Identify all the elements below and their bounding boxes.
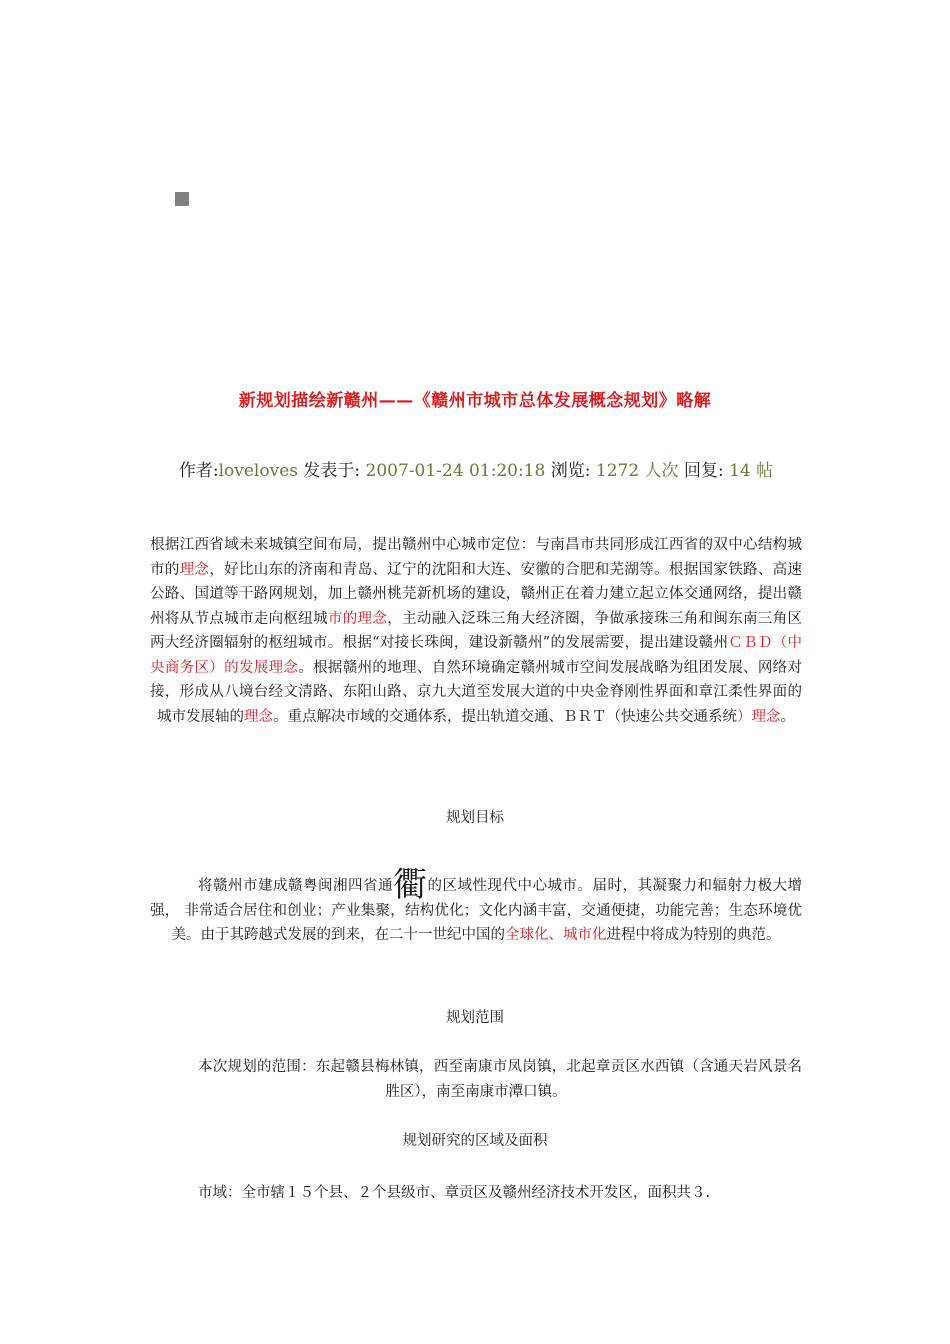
- text-segment: 进程中将成为特别的典范。: [606, 927, 781, 943]
- highlight-text: 理念: [244, 708, 273, 725]
- paragraph-positioning: [150, 533, 802, 729]
- posted-label: 发表于:: [298, 461, 366, 481]
- views-count: 1272 人次: [595, 461, 679, 481]
- author-name: loveloves: [218, 461, 298, 481]
- text-segment: ，主动融入泛珠三角大经济圈，争做承接珠三角和闽东南三角区两大经济圈辐射的枢纽城市。根据“对接长珠闽，建设新赣州”的发展需要，提出建设赣州: [150, 610, 803, 651]
- post-meta: [150, 458, 802, 484]
- text-segment: 。根据赣州的地理、自然环境确定赣州城市空间发展战略为组团发展、网络对接，形成从八境台经文清路、东阳山路、京九大道至发展大道的中央金脊刚性界面和章江柔性界面的城市发展轴的: [150, 659, 803, 725]
- large-character: 衢: [393, 865, 428, 905]
- paragraph-area: 市域：全市辖１５个县、２个县级市、章贡区及赣州经济技术开发区，面积共３.: [198, 1185, 711, 1201]
- text-segment: 的区域性现代中心城市。届时，其凝聚力和辐射力极大增强， 非常适合居住和创业；产业集聚，结构优化；文化内涵丰富，交通便捷，功能完善；生态环境优美。由于其跨越式发展的到来，在二十一世纪中国的: [150, 878, 802, 943]
- section-heading-area: 规划研究的区域及面积: [402, 1133, 548, 1149]
- views-label: 浏览:: [545, 461, 596, 481]
- author-label: 作者:: [178, 461, 219, 481]
- highlight-text: 理念: [179, 561, 210, 578]
- text-segment: 将赣州市建成赣粤闽湘四省通: [198, 878, 393, 894]
- section-heading-scope: 规划范围: [446, 1010, 504, 1026]
- text-segment: ，好比山东的济南和青岛、辽宁的沈阳和大连、安徽的合肥和芜湖等。根据国家铁路、高速公路、国道等干路网规划，加上赣州桃芫新机场的建设，赣州正在着力建立起立体交通网络，提出赣州将从节点城市走向枢纽城: [150, 561, 803, 627]
- highlight-text: ）理念: [737, 708, 781, 725]
- highlight-text: ＣＢＤ（中央商务区）的发展理念: [150, 635, 803, 676]
- paragraph-goals: [150, 865, 802, 948]
- paragraph-scope: 本次规划的范围：东起赣县梅林镇，西至南康市凤岗镇，北起章贡区水西镇（含通天岩风景名胜区），南至南康市潭口镇。: [198, 1059, 802, 1100]
- posted-time: 2007-01-24 01:20:18: [365, 461, 546, 481]
- article-title: 新规划描绘新赣州——《赣州市城市总体发展概念规划》略解: [238, 391, 712, 411]
- text-segment: 。重点解决市域的交通体系，提出轨道交通、ＢＲＴ（快速公共交通系统: [273, 708, 737, 725]
- replies-label: 回复:: [678, 461, 730, 481]
- bullet-square-icon: [175, 192, 189, 206]
- text-segment: 。: [780, 708, 795, 725]
- highlight-text: 市的理念: [327, 610, 388, 627]
- section-heading-goals: 规划目标: [446, 810, 504, 826]
- replies-count: 14 帖: [729, 461, 774, 481]
- highlight-text: 全球化、城市化: [505, 927, 607, 943]
- text-segment: 根据江西省域未来城镇空间布局，提出赣州中心城市定位：与南昌市共同形成江西省的双中心结构城市的: [150, 537, 802, 578]
